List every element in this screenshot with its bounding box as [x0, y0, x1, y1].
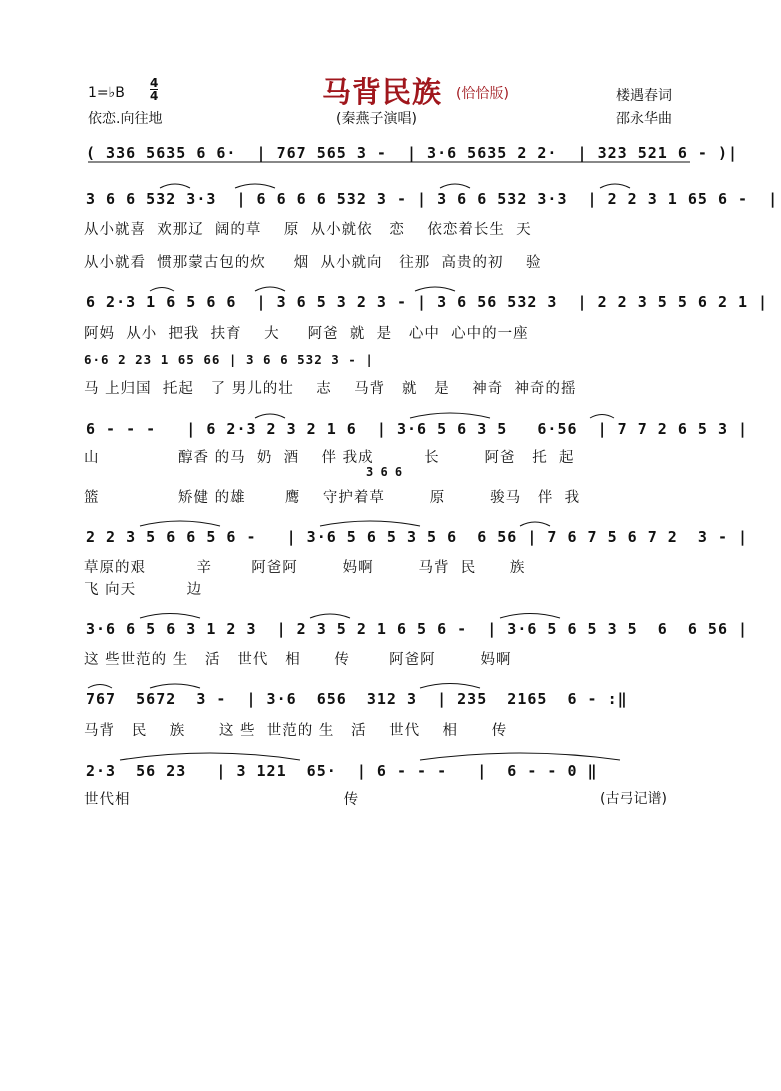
score-line: 6·6 2 23 1 65 66 | 3 6 6 532 3 - |: [84, 352, 374, 367]
singer-credit: (秦燕子演唱): [336, 111, 417, 127]
lyric-line: 篮 矫健 的雄 鹰 守护着草 原 骏马 伴 我: [84, 490, 581, 506]
transcriber-credit: (古弓记谱): [600, 791, 667, 807]
lyric-line: 这 些世范的 生 活 世代 相 传 阿爸阿 妈啊: [84, 652, 512, 668]
score-line: ( 336 5635 6 6· | 767 565 3 - | 3·6 5635 2 2· | 323 521 6 - )|: [86, 144, 738, 162]
lyric-line: 飞 向天 边: [84, 582, 203, 598]
lyric-line: 世代相 传: [84, 792, 360, 808]
mood-marking: 依恋.向往地: [88, 111, 163, 127]
score-line: 3 6 6 532 3·3 | 6 6 6 6 532 3 - | 3 6 6 532 3·3 | 2 2 3 1 65 6 - |: [86, 190, 779, 208]
time-signature: 4 4: [150, 76, 159, 103]
version-label: (恰恰版): [456, 86, 509, 102]
score-line: 767 5672 3 - | 3·6 656 312 3 | 235 2165 6 - :‖: [86, 690, 628, 708]
score-line: 6 2·3 1 6 5 6 6 | 3 6 5 3 2 3 - | 3 6 56 532 3 | 2 2 3 5 5 6 2 1 |: [86, 293, 769, 311]
score-line: 6 - - - | 6 2·3 2 3 2 1 6 | 3·6 5 6 3 5 6·56 | 7 7 2 6 5 3 |: [86, 420, 749, 438]
lyric-line: 山 醇香 的马 奶 酒 伴 我成 长 阿爸 托 起: [84, 450, 575, 466]
page-title: 马背民族: [322, 75, 443, 109]
lyric-line: 从小就看 惯那蒙古包的炊 烟 从小就向 往那 高贵的初 验: [84, 255, 542, 271]
lyric-line: 草原的艰 辛 阿爸阿 妈啊 马背 民 族: [84, 560, 526, 576]
score-line: 3·6 6 5 6 3 1 2 3 | 2 3 5 2 1 6 5 6 - | 3·6 5 6 5 3 5 6 6 56 |: [86, 620, 749, 638]
lyricist-credit: 楼遇春词: [616, 88, 672, 104]
key-signature: 1=♭B: [88, 85, 125, 101]
composer-credit: 邵永华曲: [616, 111, 672, 127]
score-line: 2·3 56 23 | 3 121 65· | 6 - - - | 6 - - 0 ‖: [86, 762, 598, 780]
lyric-line: 从小就喜 欢那辽 阔的草 原 从小就依 恋 依恋着长生 天: [84, 222, 532, 238]
alternate-notes: 3 6 6: [366, 465, 403, 479]
score-line: 2 2 3 5 6 6 5 6 - | 3·6 5 6 5 3 5 6 6 56 | 7 6 7 5 6 7 2 3 - |: [86, 528, 749, 546]
lyric-line: 马 上归国 托起 了 男儿的壮 志 马背 就 是 神奇 神奇的摇: [84, 381, 577, 397]
lyric-line: 阿妈 从小 把我 扶育 大 阿爸 就 是 心中 心中的一座: [84, 326, 529, 342]
lyric-line: 马背 民 族 这 些 世范的 生 活 世代 相 传: [84, 723, 508, 739]
